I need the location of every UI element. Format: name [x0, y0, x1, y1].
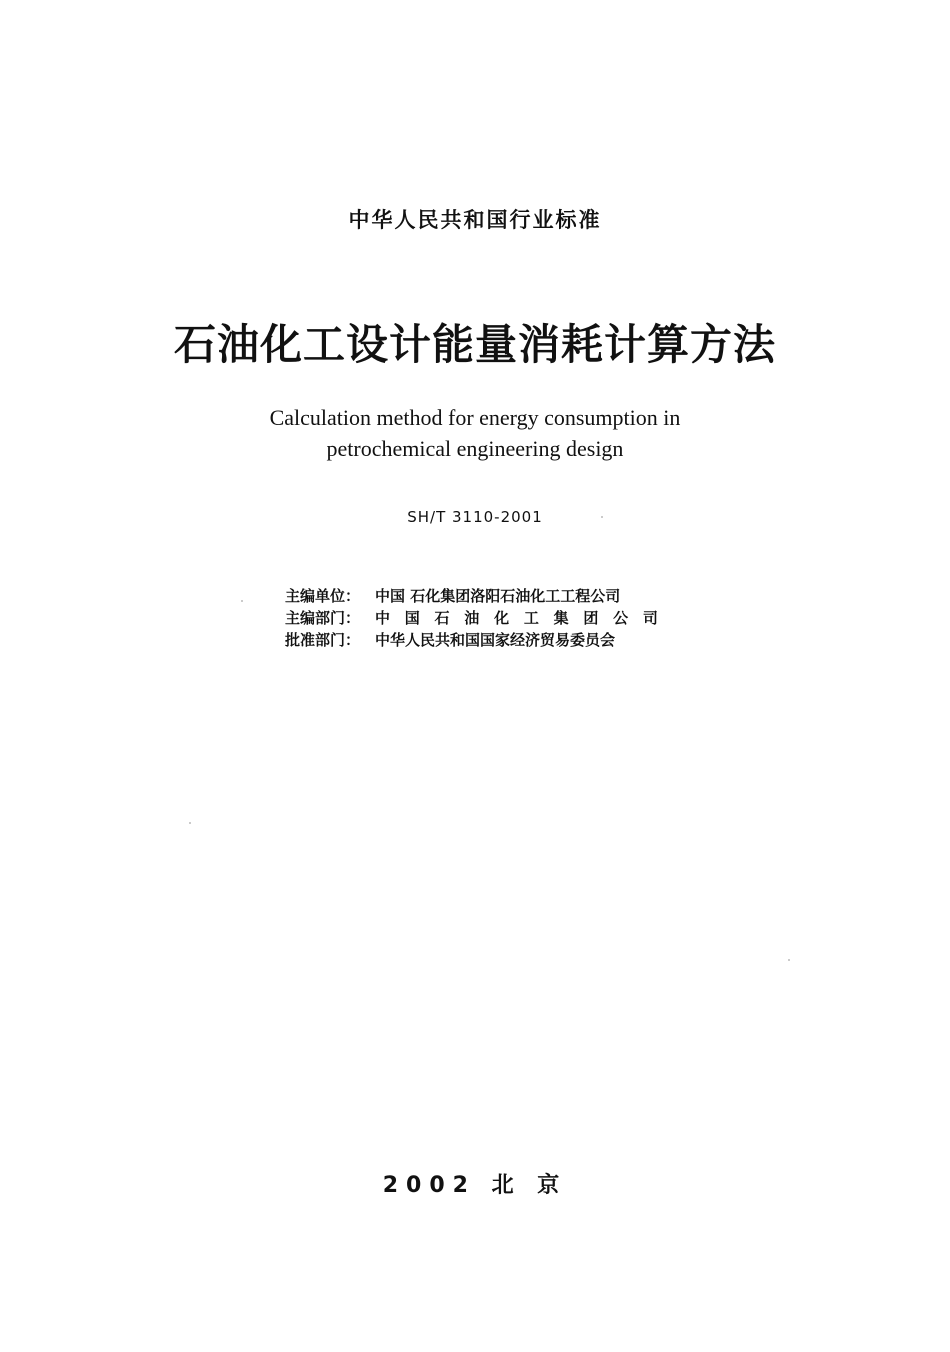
english-title-line-1: Calculation method for energy consumption in: [269, 405, 681, 430]
standard-code: SH/T 3110-2001: [407, 508, 543, 526]
editor-dept-char: 集: [553, 609, 569, 627]
publication-info: [285, 585, 658, 651]
standard-category: 中华人民共和国行业标准: [348, 208, 602, 232]
approve-dept-row: [285, 629, 658, 651]
chinese-title: 石油化工设计能量消耗计算方法: [173, 320, 776, 369]
english-title: [0, 402, 950, 464]
english-title-line-2: petrochemical engineering design: [326, 436, 624, 461]
editor-dept-char: 工: [523, 609, 539, 627]
editor-dept-char: 石: [434, 609, 450, 627]
editor-dept-char: 中: [375, 609, 391, 627]
editor-unit-label: 主编单位：: [285, 587, 361, 605]
editor-dept-char: 化: [494, 609, 510, 627]
editor-dept-row: [285, 607, 658, 629]
approve-dept-label: 批准部门：: [285, 631, 361, 649]
editor-unit-row: [285, 585, 658, 607]
editor-dept-char: 公: [613, 609, 629, 627]
editor-dept-label: 主编部门：: [285, 609, 361, 627]
editor-dept-char: 国: [404, 609, 420, 627]
scan-speck: [241, 600, 243, 602]
scan-speck: [189, 822, 191, 824]
publication-year-place: 2002 北 京: [382, 1173, 568, 1198]
editor-dept-char: 团: [583, 609, 599, 627]
scan-speck: [601, 516, 603, 518]
editor-dept-char: 司: [642, 609, 658, 627]
approve-dept-value: 中华人民共和国国家经济贸易委员会: [375, 631, 616, 649]
editor-dept-char: 油: [464, 609, 480, 627]
scan-speck: [788, 959, 790, 961]
editor-dept-value: [375, 607, 658, 629]
editor-unit-value: 中国 石化集团洛阳石油化工工程公司: [375, 587, 621, 605]
